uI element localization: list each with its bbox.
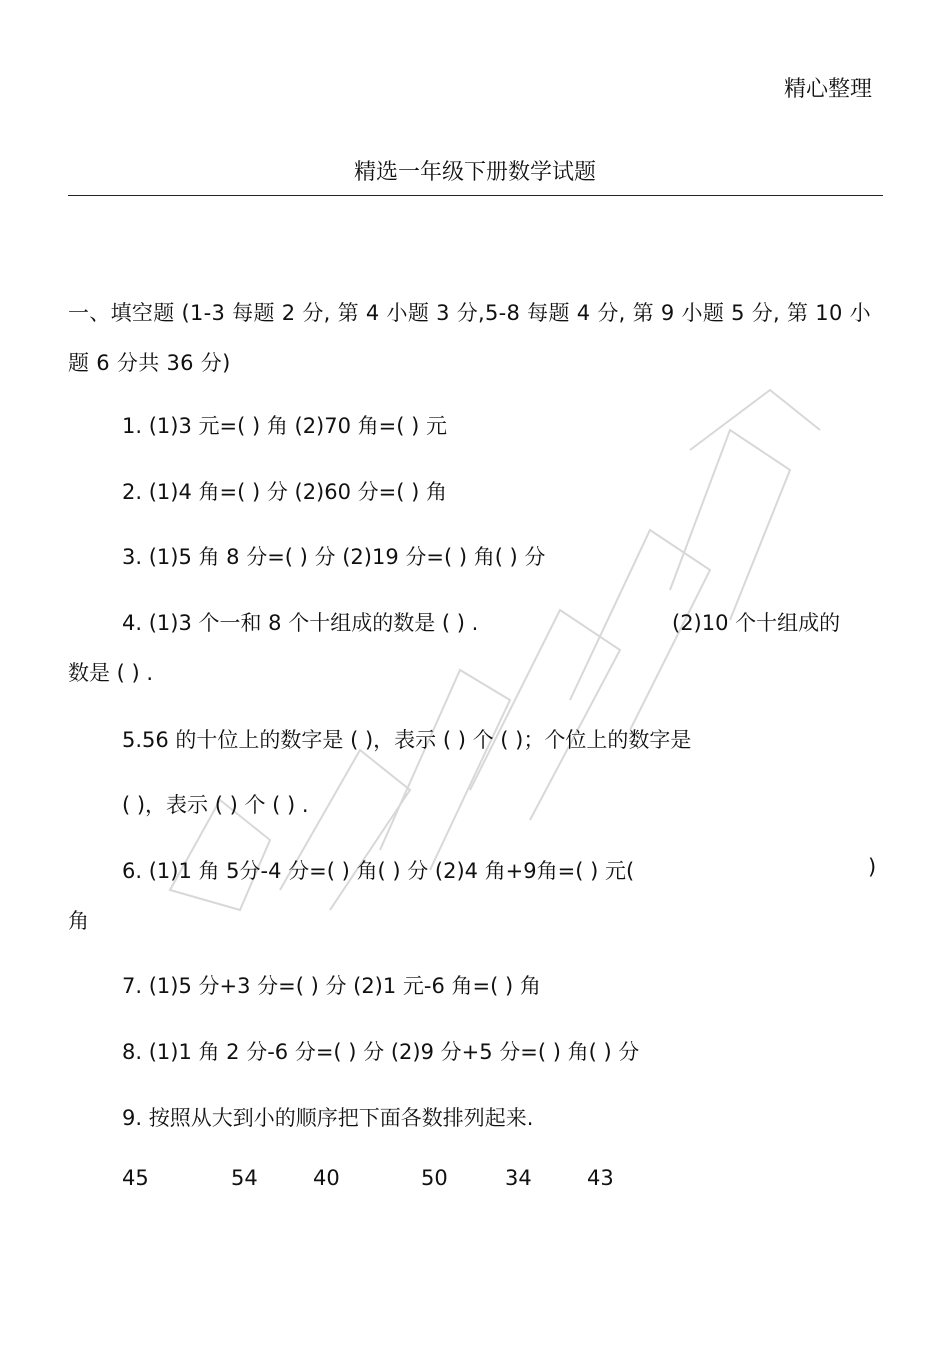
question-4-part-1: 4. (1)3 个一和 8 个十组成的数是 ( ) . — [122, 611, 479, 635]
question-4-continuation: 数是 ( ) . — [68, 661, 154, 685]
number-item: 40 — [313, 1166, 340, 1190]
page-title: 精选一年级下册数学试题 — [353, 160, 596, 185]
question-4-part-2: (2)10 个十组成的 — [672, 611, 841, 635]
watermark-graphic — [130, 370, 830, 930]
number-item: 45 — [122, 1166, 149, 1190]
question-6: 6. (1)1 角 5分-4 分=( ) 角( ) 分 (2)4 角+9角=( ) 元( — [122, 859, 635, 883]
number-item: 34 — [505, 1166, 532, 1190]
number-item: 54 — [231, 1166, 258, 1190]
question-2: 2. (1)4 角=( ) 分 (2)60 分=( ) 角 — [122, 480, 447, 504]
question-6-end: ) — [868, 855, 877, 879]
question-8: 8. (1)1 角 2 分-6 分=( ) 分 (2)9 分+5 分=( ) 角( ) 分 — [122, 1040, 640, 1064]
question-6-continuation: 角 — [68, 909, 89, 933]
question-9: 9. 按照从大到小的顺序把下面各数排列起来. — [122, 1106, 534, 1130]
question-1: 1. (1)3 元=( ) 角 (2)70 角=( ) 元 — [122, 414, 447, 438]
title-divider — [68, 195, 883, 196]
question-5-line-2: ( )，表示 ( ) 个 ( ) . — [122, 793, 309, 817]
number-item: 43 — [587, 1166, 614, 1190]
question-7: 7. (1)5 分+3 分=( ) 分 (2)1 元-6 角=( ) 角 — [122, 974, 541, 998]
header-note: 精心整理 — [783, 77, 872, 102]
question-3: 3. (1)5 角 8 分=( ) 分 (2)19 分=( ) 角( ) 分 — [122, 545, 546, 569]
number-item: 50 — [421, 1166, 448, 1190]
question-5-line-1: 5.56 的十位上的数字是 ( )，表示 ( ) 个 ( )；个位上的数字是 — [122, 728, 692, 752]
section-heading: 一、填空题 (1-3 每题 2 分, 第 4 小题 3 分,5-8 每题 4 分, 第 9 小题 5 分, 第 10 小题 6 分共 36 分) — [68, 301, 871, 375]
